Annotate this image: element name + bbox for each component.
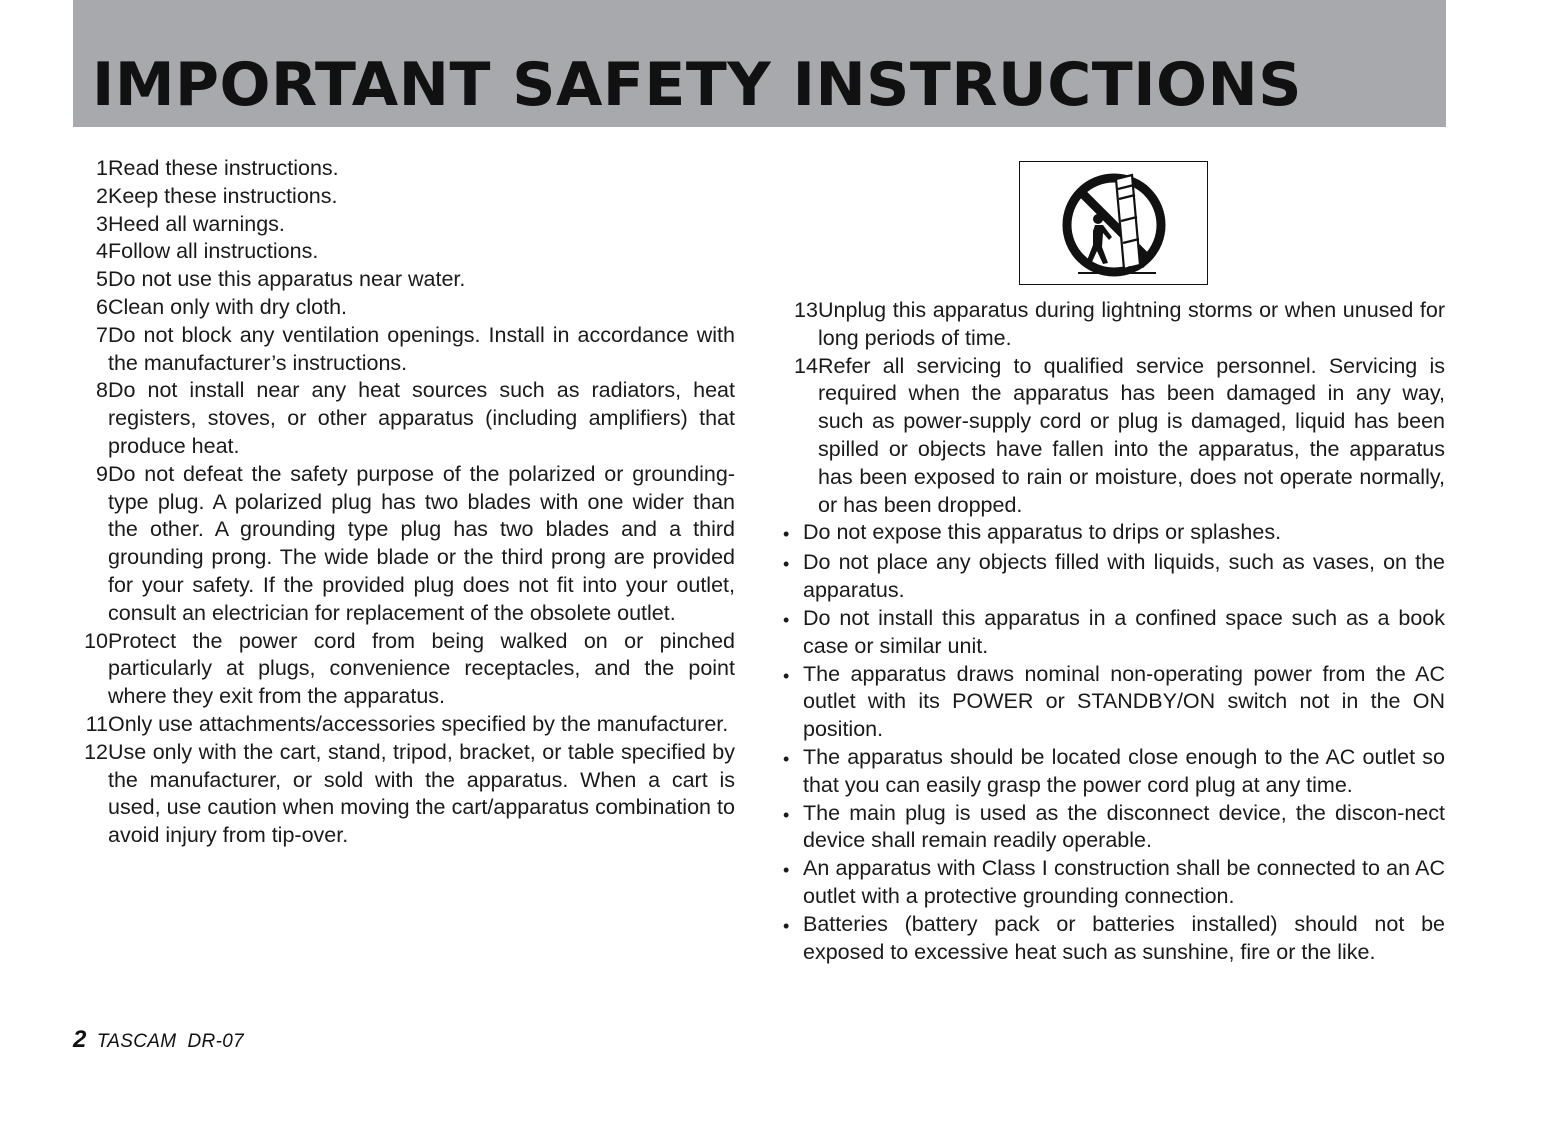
bullet-item [783, 549, 1445, 605]
instruction-number: 12 [84, 739, 108, 764]
instruction-text: Protect the power cord from being walked on or pinched particularly at plugs, convenience receptacles, and the point where they exit from the apparatus. [108, 628, 735, 709]
instruction-item [73, 739, 735, 850]
instruction-item [73, 461, 735, 628]
instruction-number: 5 [96, 267, 108, 292]
bullet-icon: • [783, 554, 790, 575]
bullet-icon: • [783, 860, 790, 881]
cart-tip-over-warning-icon [1058, 165, 1170, 279]
instruction-number: 2 [96, 183, 108, 208]
instruction-number: 13 [794, 298, 818, 322]
bullet-icon: • [783, 665, 790, 686]
instruction-number: 7 [96, 322, 108, 347]
instruction-text: Heed all warnings. [108, 211, 285, 236]
instruction-number: 3 [96, 211, 108, 236]
right-column [783, 297, 1445, 966]
bullet-text: Do not install this apparatus in a confined space such as a book case or similar unit. [803, 605, 1445, 658]
instruction-item [73, 155, 735, 183]
instruction-item [73, 322, 735, 378]
instruction-item [73, 628, 735, 711]
bullet-text: The apparatus should be located close enough to the AC outlet so that you can easily grasp the power cord plug at any time. [803, 744, 1445, 797]
instruction-text: Do not block any ventilation openings. Install in accordance with the manufacturer’s instructions. [108, 322, 735, 375]
left-column [73, 155, 735, 850]
bullet-item [783, 911, 1445, 967]
instruction-item [73, 211, 735, 239]
instruction-text: Clean only with dry cloth. [108, 294, 347, 319]
instruction-text: Do not install near any heat sources such as radiators, heat registers, stoves, or other apparatus (including amplifiers) that produce heat. [108, 378, 735, 458]
bullet-item [783, 855, 1445, 911]
instruction-item [73, 377, 735, 460]
bullet-item [783, 744, 1445, 800]
bullet-item [783, 661, 1445, 744]
bullet-item [783, 800, 1445, 856]
bullet-icon: • [783, 804, 790, 825]
bullet-text: The main plug is used as the disconnect device, the discon-nect device shall remain readily operable. [803, 800, 1445, 853]
instruction-item [783, 353, 1445, 520]
instruction-item [73, 183, 735, 211]
instruction-text: Follow all instructions. [108, 239, 319, 264]
instruction-text: Read these instructions. [108, 156, 339, 180]
instruction-item [73, 238, 735, 266]
cart-warning-symbol [1019, 161, 1208, 285]
instruction-item [73, 294, 735, 322]
bullet-text: Do not expose this apparatus to drips or splashes. [803, 520, 1282, 545]
page-number: 2 [73, 1026, 87, 1053]
bullet-text: The apparatus draws nominal non-operating power from the AC outlet with its POWER or STANDBY/ON switch not in the ON position. [803, 661, 1445, 742]
instruction-text: Unplug this apparatus during lightning storms or when unused for long periods of time. [818, 298, 1445, 350]
instruction-number: 1 [96, 156, 108, 180]
instruction-text: Keep these instructions. [108, 183, 338, 208]
instruction-text: Do not defeat the safety purpose of the polarized or grounding-type plug. A polarized plug has two blades with one wider than the other. A grounding type plug has two blades and a third grounding prong. The wide blade or the third prong are provided for your safety. If the provided plug does not fit into your outlet, consult an electrician for replacement of the obsolete outlet. [108, 461, 735, 625]
instruction-item [73, 266, 735, 294]
bullet-icon: • [783, 748, 790, 769]
instruction-number: 14 [794, 353, 818, 378]
instruction-text: Use only with the cart, stand, tripod, bracket, or table specified by the manufacturer, or sold with the apparatus. When a cart is used, use caution when moving the cart/apparatus combination to avoid injury from tip-over. [108, 739, 735, 848]
instruction-number: 11 [85, 711, 108, 736]
instruction-text: Refer all servicing to qualified service personnel. Servicing is required when the apparatus has been damaged in any way, such as power-supply cord or plug is damaged, liquid has been spilled or objects have fallen into the apparatus, the apparatus has been exposed to rain or moisture, does not operate normally, or has been dropped. [818, 353, 1445, 517]
bullet-text: Batteries (battery pack or batteries installed) should not be exposed to excessive heat such as sunshine, fire or the like. [803, 911, 1445, 964]
bullet-icon: • [783, 609, 790, 630]
bullet-icon: • [783, 915, 790, 936]
bullet-icon: • [783, 524, 790, 545]
bullet-item [783, 519, 1445, 549]
bullet-text: An apparatus with Class I construction shall be connected to an AC outlet with a protective grounding connection. [803, 856, 1445, 908]
instruction-number: 9 [96, 461, 108, 486]
page-title: IMPORTANT SAFETY INSTRUCTIONS [92, 50, 1302, 120]
bullet-item [783, 605, 1445, 661]
instruction-item [73, 711, 735, 739]
product-name: TASCAM DR-07 [96, 1031, 244, 1052]
instruction-number: 8 [96, 378, 108, 403]
title-bar [73, 0, 1446, 127]
bullet-text: Do not place any objects filled with liquids, such as vases, on the apparatus. [803, 550, 1445, 603]
instruction-number: 4 [96, 239, 108, 264]
page-footer [73, 1026, 244, 1054]
instruction-text: Do not use this apparatus near water. [108, 267, 466, 292]
instruction-number: 10 [84, 628, 108, 653]
instruction-number: 6 [96, 294, 108, 319]
instruction-text: Only use attachments/accessories specified by the manufacturer. [108, 711, 729, 736]
instruction-item [783, 297, 1445, 353]
